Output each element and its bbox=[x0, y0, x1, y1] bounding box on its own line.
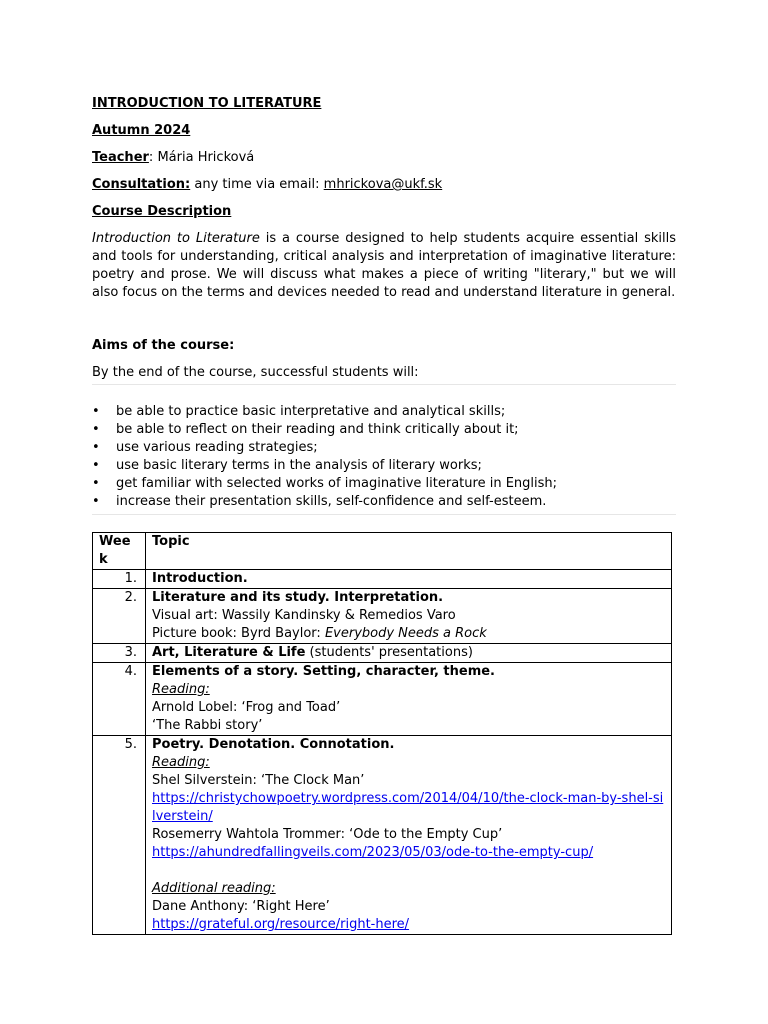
course-description-heading: Course Description bbox=[92, 204, 232, 219]
poem-link[interactable]: https://christychowpoetry.wordpress.com/2014/04/10/the-clock-man-by-shel-silverstein/ bbox=[152, 791, 664, 824]
poem-link[interactable]: https://grateful.org/resource/right-here/ bbox=[152, 917, 410, 932]
topic-title: Literature and its study. Interpretation. bbox=[152, 590, 444, 605]
list-item-text: get familiar with selected works of imaginative literature in English; bbox=[116, 476, 558, 491]
topic-line: Visual art: Wassily Kandinsky & Remedios Varo bbox=[152, 608, 456, 623]
topic-title: Poetry. Denotation. Connotation. bbox=[152, 737, 395, 752]
list-item bbox=[92, 439, 676, 457]
week-number: 3. bbox=[93, 644, 146, 663]
teacher-label: Teacher bbox=[92, 150, 149, 165]
list-item bbox=[92, 421, 676, 439]
list-item-text: be able to practice basic interpretative and analytical skills; bbox=[116, 404, 506, 419]
teacher-name: Mária Hricková bbox=[157, 150, 255, 165]
consultation-label: Consultation: bbox=[92, 177, 191, 192]
book-title: Everybody Needs a Rock bbox=[324, 626, 487, 641]
term-heading: Autumn 2024 bbox=[92, 123, 191, 138]
bullet: • bbox=[92, 476, 100, 491]
topic-cell bbox=[146, 736, 672, 935]
topic-line: Arnold Lobel: ‘Frog and Toad’ bbox=[152, 700, 341, 715]
table-header-row bbox=[93, 533, 672, 570]
poem-reference: Rosemerry Wahtola Trommer: ‘Ode to the Empty Cup’ bbox=[152, 827, 503, 842]
topic-cell bbox=[146, 663, 672, 736]
consultation-email-link[interactable]: mhrickova@ukf.sk bbox=[323, 177, 443, 192]
bullet: • bbox=[92, 404, 100, 419]
poem-reference: Shel Silverstein: ‘The Clock Man’ bbox=[152, 773, 365, 788]
bullet: • bbox=[92, 494, 100, 509]
bullet: • bbox=[92, 422, 100, 437]
course-description-body: is a course designed to help students acquire essential skills and tools for understanding, critical analysis and interpretation of imaginative literature: poetry and prose. We will discuss what makes a piece of writing "literary," but we will also focus on the terms and devices needed to read and understand literature in general. bbox=[92, 231, 677, 300]
poem-link[interactable]: https://ahundredfallingveils.com/2023/05/03/ode-to-the-empty-cup/ bbox=[152, 845, 594, 860]
consultation-text: any time via email: bbox=[194, 177, 320, 192]
table-row bbox=[93, 589, 672, 644]
bullet: • bbox=[92, 440, 100, 455]
week-number: 5. bbox=[93, 736, 146, 935]
bullet: • bbox=[92, 458, 100, 473]
topic-line bbox=[152, 625, 665, 643]
list-item-text: use various reading strategies; bbox=[116, 440, 318, 455]
teacher-sep: : bbox=[148, 150, 154, 165]
spacer bbox=[152, 862, 665, 880]
list-item bbox=[92, 403, 676, 421]
divider bbox=[92, 514, 676, 515]
topic-title: Introduction. bbox=[152, 571, 248, 586]
table-row bbox=[93, 644, 672, 663]
course-description-paragraph bbox=[92, 230, 676, 302]
course-name-italic: Introduction to Literature bbox=[92, 231, 260, 246]
list-item-text: use basic literary terms in the analysis of literary works; bbox=[116, 458, 482, 473]
topic-cell bbox=[146, 644, 672, 663]
list-item bbox=[92, 457, 676, 475]
list-item bbox=[92, 493, 676, 511]
poem-reference: Dane Anthony: ‘Right Here’ bbox=[152, 899, 330, 914]
topic-cell bbox=[146, 570, 672, 589]
table-row bbox=[93, 663, 672, 736]
course-title: INTRODUCTION TO LITERATURE bbox=[92, 96, 322, 111]
topic-line-prefix: Picture book: Byrd Baylor: bbox=[152, 626, 325, 641]
table-row bbox=[93, 736, 672, 935]
week-number: 1. bbox=[93, 570, 146, 589]
topic-line: ‘The Rabbi story’ bbox=[152, 718, 263, 733]
week-number: 4. bbox=[93, 663, 146, 736]
list-item-text: increase their presentation skills, self-confidence and self-esteem. bbox=[116, 494, 547, 509]
topic-suffix: (students' presentations) bbox=[305, 645, 473, 660]
table-row bbox=[93, 570, 672, 589]
aims-heading: Aims of the course: bbox=[92, 338, 235, 353]
teacher-line bbox=[92, 150, 254, 166]
divider bbox=[92, 384, 676, 385]
topic-title: Elements of a story. Setting, character, theme. bbox=[152, 664, 495, 679]
consultation-line bbox=[92, 177, 442, 193]
week-number: 2. bbox=[93, 589, 146, 644]
additional-reading-label: Additional reading: bbox=[152, 881, 276, 896]
topic-column-header: Topic bbox=[146, 533, 672, 570]
aims-intro: By the end of the course, successful students will: bbox=[92, 365, 419, 380]
topic-cell bbox=[146, 589, 672, 644]
reading-label: Reading: bbox=[152, 682, 210, 697]
list-item bbox=[92, 475, 676, 493]
week-column-header: Week bbox=[93, 533, 146, 570]
reading-label: Reading: bbox=[152, 755, 210, 770]
topic-title: Art, Literature & Life bbox=[152, 645, 306, 660]
aims-list bbox=[92, 403, 676, 511]
schedule-table bbox=[92, 532, 672, 935]
list-item-text: be able to reflect on their reading and think critically about it; bbox=[116, 422, 519, 437]
